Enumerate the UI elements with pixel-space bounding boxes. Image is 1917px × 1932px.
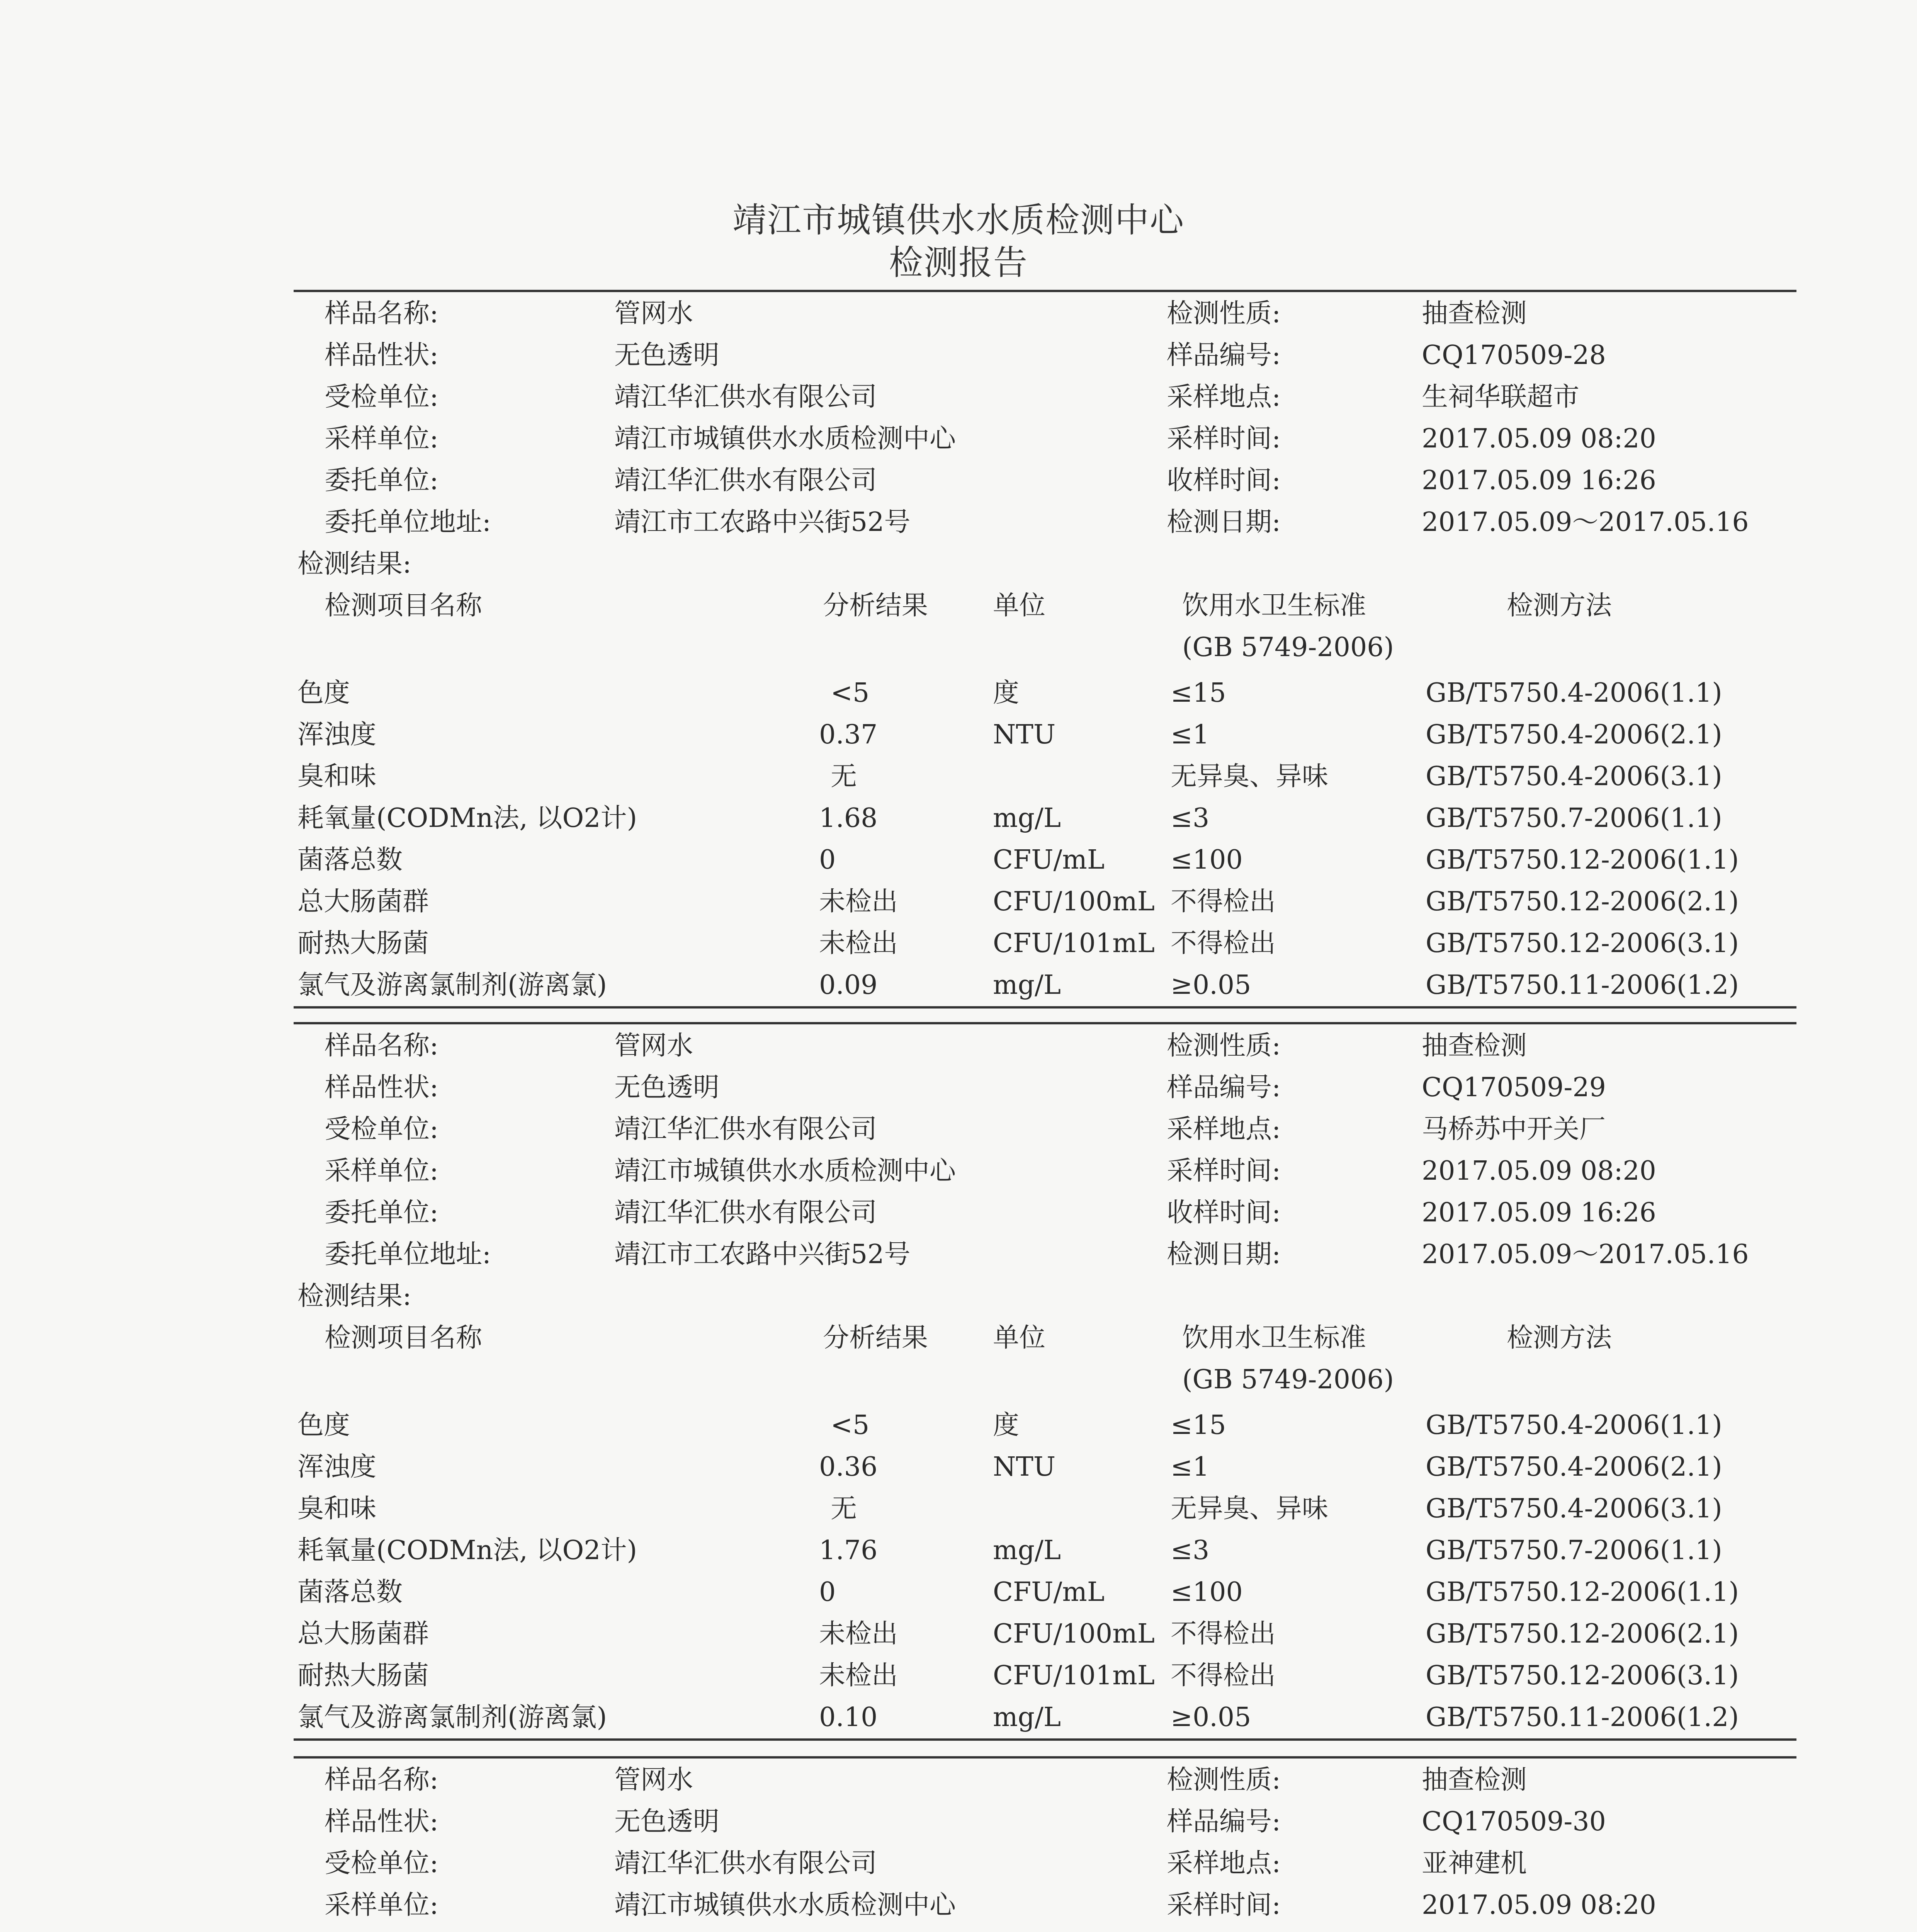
table-row-result: 未检出	[819, 928, 898, 959]
table-row-standard: ≤3	[1171, 1535, 1210, 1566]
table-row-result: 0.36	[819, 1452, 878, 1482]
field-value-tested-unit: 靖江华汇供水有限公司	[614, 1114, 877, 1145]
table-row-standard: ≥0.05	[1171, 1702, 1251, 1733]
field-label-sampling-time: 采样时间:	[1167, 1156, 1281, 1186]
column-header-method: 检测方法	[1507, 590, 1612, 621]
field-value-test-nature: 抽查检测	[1422, 1765, 1527, 1795]
column-header-unit: 单位	[993, 590, 1046, 621]
table-row-method: GB/T5750.7-2006(1.1)	[1426, 803, 1722, 833]
table-row-standard: ≤1	[1171, 1452, 1210, 1482]
field-value-sampling-time: 2017.05.09 08:20	[1422, 423, 1656, 454]
field-label-tested-unit: 受检单位:	[325, 1114, 438, 1145]
table-row-method: GB/T5750.4-2006(3.1)	[1426, 1493, 1722, 1524]
table-row-unit: CFU/mL	[993, 1577, 1105, 1607]
field-value-tested-unit: 靖江华汇供水有限公司	[614, 382, 877, 412]
block-top-rule	[294, 290, 1796, 292]
field-value-sample-no: CQ170509-28	[1422, 340, 1606, 371]
field-label-sampling-site: 采样地点:	[1167, 1114, 1281, 1145]
table-row-item-name: 浑浊度	[297, 719, 377, 750]
field-label-sampling-time: 采样时间:	[1167, 423, 1281, 454]
block-top-rule	[294, 1022, 1796, 1024]
field-label-sample-no: 样品编号:	[1167, 1806, 1281, 1837]
field-value-sampling-site: 马桥苏中开关厂	[1422, 1114, 1606, 1145]
field-value-sampling-unit: 靖江市城镇供水水质检测中心	[614, 423, 956, 454]
table-row-item-name: 臭和味	[297, 1493, 377, 1524]
table-row-standard: ≤100	[1171, 845, 1243, 875]
field-label-sampling-site: 采样地点:	[1167, 382, 1281, 412]
field-label-test-nature: 检测性质:	[1167, 1765, 1281, 1795]
table-row-standard: ≤100	[1171, 1577, 1243, 1607]
table-row-item-name: 臭和味	[297, 761, 377, 792]
table-row-item-name: 色度	[297, 1410, 350, 1440]
table-row-result: 1.68	[819, 803, 878, 833]
block-top-rule	[294, 1756, 1796, 1759]
field-value-client-address: 靖江市工农路中兴街52号	[614, 507, 911, 537]
table-row-unit: mg/L	[993, 970, 1061, 1000]
table-row-method: GB/T5750.4-2006(2.1)	[1426, 1452, 1722, 1482]
table-row-method: GB/T5750.11-2006(1.2)	[1426, 970, 1739, 1000]
table-row-unit: mg/L	[993, 803, 1061, 833]
column-header-method: 检测方法	[1507, 1323, 1612, 1353]
table-row-method: GB/T5750.7-2006(1.1)	[1426, 1535, 1722, 1566]
field-value-sampling-site: 亚神建机	[1422, 1848, 1527, 1879]
table-row-unit: 度	[993, 678, 1020, 708]
field-value-receive-time: 2017.05.09 16:26	[1422, 465, 1656, 496]
field-value-sample-no: CQ170509-29	[1422, 1072, 1606, 1103]
block-bottom-rule	[294, 1738, 1796, 1741]
table-row-unit: CFU/100mL	[993, 1619, 1155, 1649]
field-value-test-date: 2017.05.09～2017.05.16	[1422, 1239, 1749, 1270]
field-value-sample-no: CQ170509-30	[1422, 1806, 1606, 1837]
table-row-item-name: 耐热大肠菌	[297, 1660, 429, 1691]
table-row-result: 0.09	[819, 970, 878, 1000]
field-label-sampling-unit: 采样单位:	[325, 423, 438, 454]
field-value-client-address: 靖江市工农路中兴街52号	[614, 1239, 911, 1270]
field-value-sample-state: 无色透明	[614, 1806, 720, 1837]
table-row-standard: 无异臭、异味	[1171, 1493, 1329, 1524]
field-label-test-date: 检测日期:	[1167, 507, 1281, 537]
field-value-tested-unit: 靖江华汇供水有限公司	[614, 1848, 877, 1879]
field-value-sampling-unit: 靖江市城镇供水水质检测中心	[614, 1156, 956, 1186]
column-header-standard: 饮用水卫生标准	[1182, 590, 1366, 621]
field-value-client-unit: 靖江华汇供水有限公司	[614, 465, 877, 496]
field-label-client-unit: 委托单位:	[325, 465, 438, 496]
table-row-method: GB/T5750.12-2006(1.1)	[1426, 845, 1739, 875]
table-row-item-name: 总大肠菌群	[297, 1619, 429, 1649]
field-label-sampling-time: 采样时间:	[1167, 1890, 1281, 1920]
table-row-result: 未检出	[819, 1619, 898, 1649]
table-row-item-name: 菌落总数	[297, 1577, 403, 1607]
column-header-unit: 单位	[993, 1323, 1046, 1353]
table-row-item-name: 耗氧量(CODMn法, 以O2计)	[297, 1535, 637, 1566]
column-header-item: 检测项目名称	[325, 1323, 483, 1353]
table-row-item-name: 色度	[297, 678, 350, 708]
field-label-receive-time: 收样时间:	[1167, 1197, 1281, 1228]
table-row-item-name: 菌落总数	[297, 845, 403, 875]
field-value-sampling-time: 2017.05.09 08:20	[1422, 1890, 1656, 1920]
table-row-method: GB/T5750.12-2006(3.1)	[1426, 1660, 1739, 1691]
field-label-sampling-site: 采样地点:	[1167, 1848, 1281, 1879]
field-label-test-nature: 检测性质:	[1167, 298, 1281, 329]
table-row-unit: CFU/mL	[993, 845, 1105, 875]
field-value-test-date: 2017.05.09～2017.05.16	[1422, 507, 1749, 537]
field-label-sampling-unit: 采样单位:	[325, 1156, 438, 1186]
table-row-standard: ≤1	[1171, 719, 1210, 750]
table-row-method: GB/T5750.12-2006(2.1)	[1426, 886, 1739, 917]
field-value-sample-name: 管网水	[614, 298, 693, 329]
table-row-item-name: 氯气及游离氯制剂(游离氯)	[297, 970, 607, 1000]
table-row-standard: 不得检出	[1171, 928, 1276, 959]
field-value-sampling-site: 生祠华联超市	[1422, 382, 1580, 412]
table-row-method: GB/T5750.4-2006(1.1)	[1426, 1410, 1722, 1440]
field-label-receive-time: 收样时间:	[1167, 465, 1281, 496]
table-row-standard: 不得检出	[1171, 1660, 1276, 1691]
field-label-sample-name: 样品名称:	[325, 1765, 438, 1795]
table-row-standard: ≤3	[1171, 803, 1210, 833]
table-row-result: 0.37	[819, 719, 878, 750]
field-label-sample-state: 样品性状:	[325, 340, 438, 371]
field-label-client-address: 委托单位地址:	[325, 507, 491, 537]
column-header-standard: 饮用水卫生标准	[1182, 1323, 1366, 1353]
table-row-result: 0.10	[819, 1702, 878, 1733]
field-value-sample-state: 无色透明	[614, 1072, 720, 1103]
table-row-unit: 度	[993, 1410, 1020, 1440]
field-label-test-nature: 检测性质:	[1167, 1031, 1281, 1061]
table-row-unit: NTU	[993, 719, 1056, 750]
table-row-standard: ≤15	[1171, 1410, 1226, 1440]
table-row-result: 无	[831, 1493, 857, 1524]
table-row-item-name: 浑浊度	[297, 1452, 377, 1482]
table-row-unit: CFU/101mL	[993, 1660, 1155, 1691]
table-row-standard: ≤15	[1171, 678, 1226, 708]
field-label-tested-unit: 受检单位:	[325, 1848, 438, 1879]
field-label-sampling-unit: 采样单位:	[325, 1890, 438, 1920]
table-row-result: <5	[831, 678, 870, 708]
field-label-sample-state: 样品性状:	[325, 1072, 438, 1103]
column-header-result: 分析结果	[823, 1323, 928, 1353]
field-label-sample-no: 样品编号:	[1167, 1072, 1281, 1103]
org-title: 靖江市城镇供水水质检测中心	[732, 200, 1185, 240]
table-row-item-name: 耐热大肠菌	[297, 928, 429, 959]
table-row-method: GB/T5750.12-2006(1.1)	[1426, 1577, 1739, 1607]
table-row-result: <5	[831, 1410, 870, 1440]
table-row-method: GB/T5750.4-2006(1.1)	[1426, 678, 1722, 708]
table-row-method: GB/T5750.11-2006(1.2)	[1426, 1702, 1739, 1733]
column-header-standard-sub: (GB 5749-2006)	[1182, 1364, 1394, 1395]
field-label-test-date: 检测日期:	[1167, 1239, 1281, 1270]
table-row-result: 未检出	[819, 1660, 898, 1691]
field-label-tested-unit: 受检单位:	[325, 382, 438, 412]
table-row-method: GB/T5750.12-2006(3.1)	[1426, 928, 1739, 959]
field-label-client-address: 委托单位地址:	[325, 1239, 491, 1270]
block-bottom-rule	[294, 1006, 1796, 1009]
column-header-item: 检测项目名称	[325, 590, 483, 621]
field-label-sample-no: 样品编号:	[1167, 340, 1281, 371]
results-heading: 检测结果:	[297, 549, 411, 579]
field-value-receive-time: 2017.05.09 16:26	[1422, 1197, 1656, 1228]
column-header-standard-sub: (GB 5749-2006)	[1182, 632, 1394, 663]
field-label-client-unit: 委托单位:	[325, 1197, 438, 1228]
table-row-result: 无	[831, 761, 857, 792]
field-value-sample-name: 管网水	[614, 1031, 693, 1061]
table-row-result: 1.76	[819, 1535, 878, 1566]
report-title: 检测报告	[889, 243, 1028, 282]
field-label-sample-name: 样品名称:	[325, 1031, 438, 1061]
table-row-method: GB/T5750.4-2006(2.1)	[1426, 719, 1722, 750]
column-header-result: 分析结果	[823, 590, 928, 621]
table-row-method: GB/T5750.4-2006(3.1)	[1426, 761, 1722, 792]
table-row-result: 0	[819, 845, 836, 875]
field-value-test-nature: 抽查检测	[1422, 298, 1527, 329]
table-row-unit: CFU/101mL	[993, 928, 1155, 959]
table-row-item-name: 总大肠菌群	[297, 886, 429, 917]
field-value-sampling-unit: 靖江市城镇供水水质检测中心	[614, 1890, 956, 1920]
table-row-unit: NTU	[993, 1452, 1056, 1482]
table-row-result: 0	[819, 1577, 836, 1607]
table-row-unit: mg/L	[993, 1702, 1061, 1733]
field-label-sample-state: 样品性状:	[325, 1806, 438, 1837]
field-value-client-unit: 靖江华汇供水有限公司	[614, 1197, 877, 1228]
field-label-sample-name: 样品名称:	[325, 298, 438, 329]
table-row-result: 未检出	[819, 886, 898, 917]
table-row-item-name: 耗氧量(CODMn法, 以O2计)	[297, 803, 637, 833]
field-value-test-nature: 抽查检测	[1422, 1031, 1527, 1061]
table-row-standard: ≥0.05	[1171, 970, 1251, 1000]
field-value-sample-state: 无色透明	[614, 340, 720, 371]
field-value-sample-name: 管网水	[614, 1765, 693, 1795]
table-row-unit: CFU/100mL	[993, 886, 1155, 917]
table-row-item-name: 氯气及游离氯制剂(游离氯)	[297, 1702, 607, 1733]
table-row-method: GB/T5750.12-2006(2.1)	[1426, 1619, 1739, 1649]
results-heading: 检测结果:	[297, 1281, 411, 1311]
table-row-standard: 不得检出	[1171, 886, 1276, 917]
table-row-standard: 不得检出	[1171, 1619, 1276, 1649]
field-value-sampling-time: 2017.05.09 08:20	[1422, 1156, 1656, 1186]
table-row-standard: 无异臭、异味	[1171, 761, 1329, 792]
table-row-unit: mg/L	[993, 1535, 1061, 1566]
